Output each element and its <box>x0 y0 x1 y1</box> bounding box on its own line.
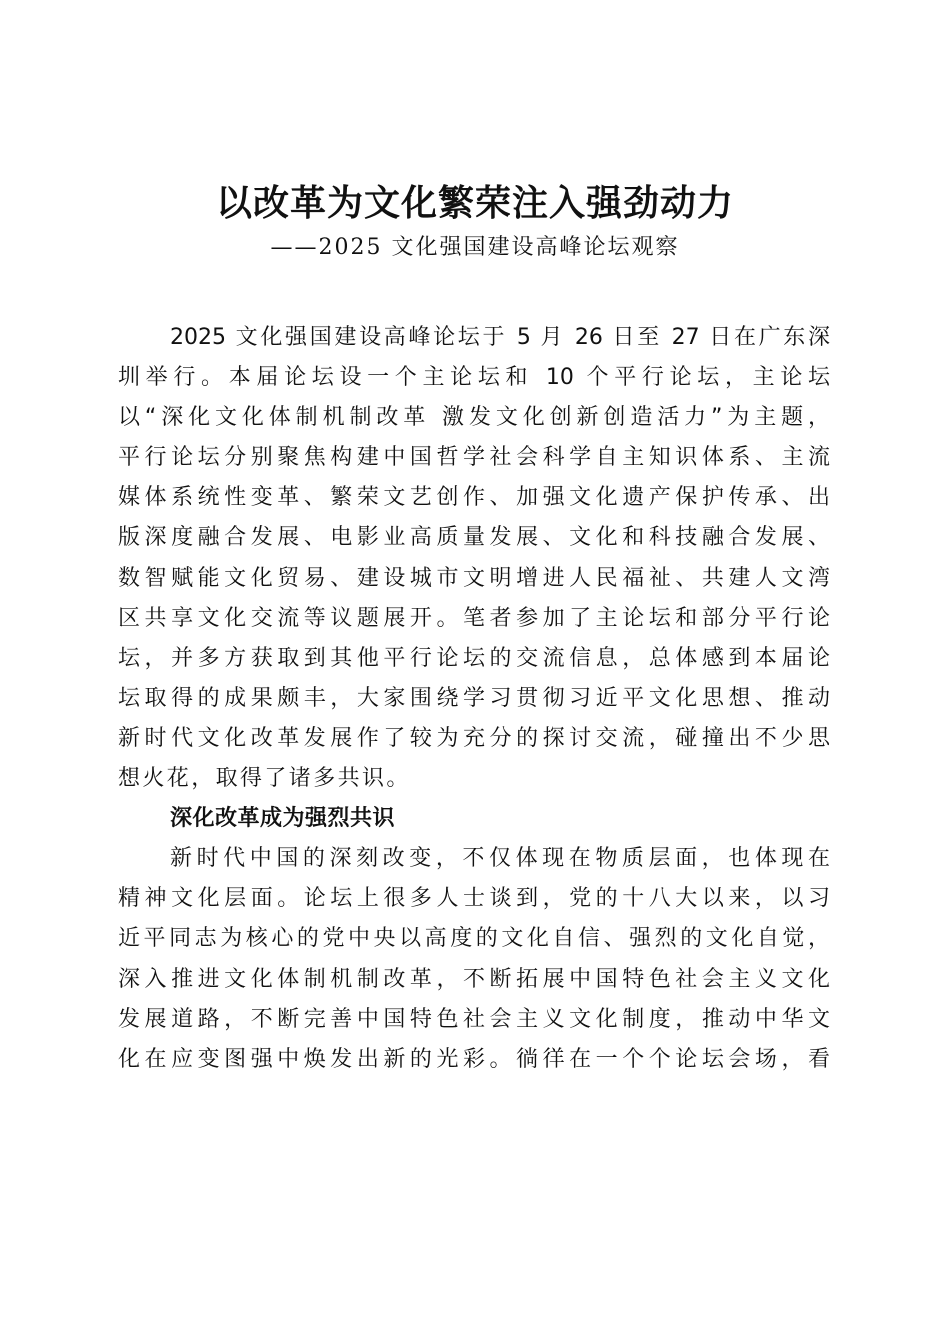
paragraph-line: 近平同志为核心的党中央以高度的文化自信、强烈的文化自觉， <box>118 926 830 952</box>
paragraph-line: 深入推进文化体制机制改革，不断拓展中国特色社会主义文化 <box>118 966 830 992</box>
paragraph-line: 平行论坛分别聚焦构建中国哲学社会科学自主知识体系、主流 <box>118 445 830 471</box>
paragraph-line: 精神文化层面。论坛上很多人士谈到，党的十八大以来，以习 <box>118 886 830 912</box>
article-subtitle: ——2025 文化强国建设高峰论坛观察 <box>270 235 680 260</box>
paragraph-line: 新时代文化改革发展作了较为充分的探讨交流，碰撞出不少思 <box>118 725 830 751</box>
article-body <box>118 318 830 1080</box>
paragraph-line: 化在应变图强中焕发出新的光彩。徜徉在一个个论坛会场，看 <box>118 1046 830 1072</box>
paragraph-line: 圳举行。本届论坛设一个主论坛和 10 个平行论坛，主论坛 <box>118 365 830 391</box>
article-title: 以改革为文化繁荣注入强劲动力 <box>215 182 734 224</box>
paragraph-line: 坛取得的成果颇丰，大家围绕学习贯彻习近平文化思想、推动 <box>118 685 830 711</box>
paragraph-line: 2025 文化强国建设高峰论坛于 5 月 26 日至 27 日在广东深 <box>170 325 830 350</box>
paragraph-line: 版深度融合发展、电影业高质量发展、文化和科技融合发展、 <box>118 525 830 551</box>
paragraph-line: 发展道路，不断完善中国特色社会主义文化制度，推动中华文 <box>118 1006 830 1032</box>
paragraph-line: 新时代中国的深刻改变，不仅体现在物质层面，也体现在 <box>170 846 830 872</box>
section-heading: 深化改革成为强烈共识 <box>170 806 396 832</box>
paragraph-line: 媒体系统性变革、繁荣文艺创作、加强文化遗产保护传承、出 <box>118 485 830 511</box>
paragraph-line: 以“深化文化体制机制改革 激发文化创新创造活力”为主题， <box>118 405 830 431</box>
paragraph-line: 坛，并多方获取到其他平行论坛的交流信息，总体感到本届论 <box>118 645 830 671</box>
paragraph-line: 数智赋能文化贸易、建设城市文明增进人民福祉、共建人文湾 <box>118 565 830 591</box>
paragraph-line: 想火花，取得了诸多共识。 <box>118 766 411 792</box>
paragraph-line: 区共享文化交流等议题展开。笔者参加了主论坛和部分平行论 <box>118 605 830 631</box>
